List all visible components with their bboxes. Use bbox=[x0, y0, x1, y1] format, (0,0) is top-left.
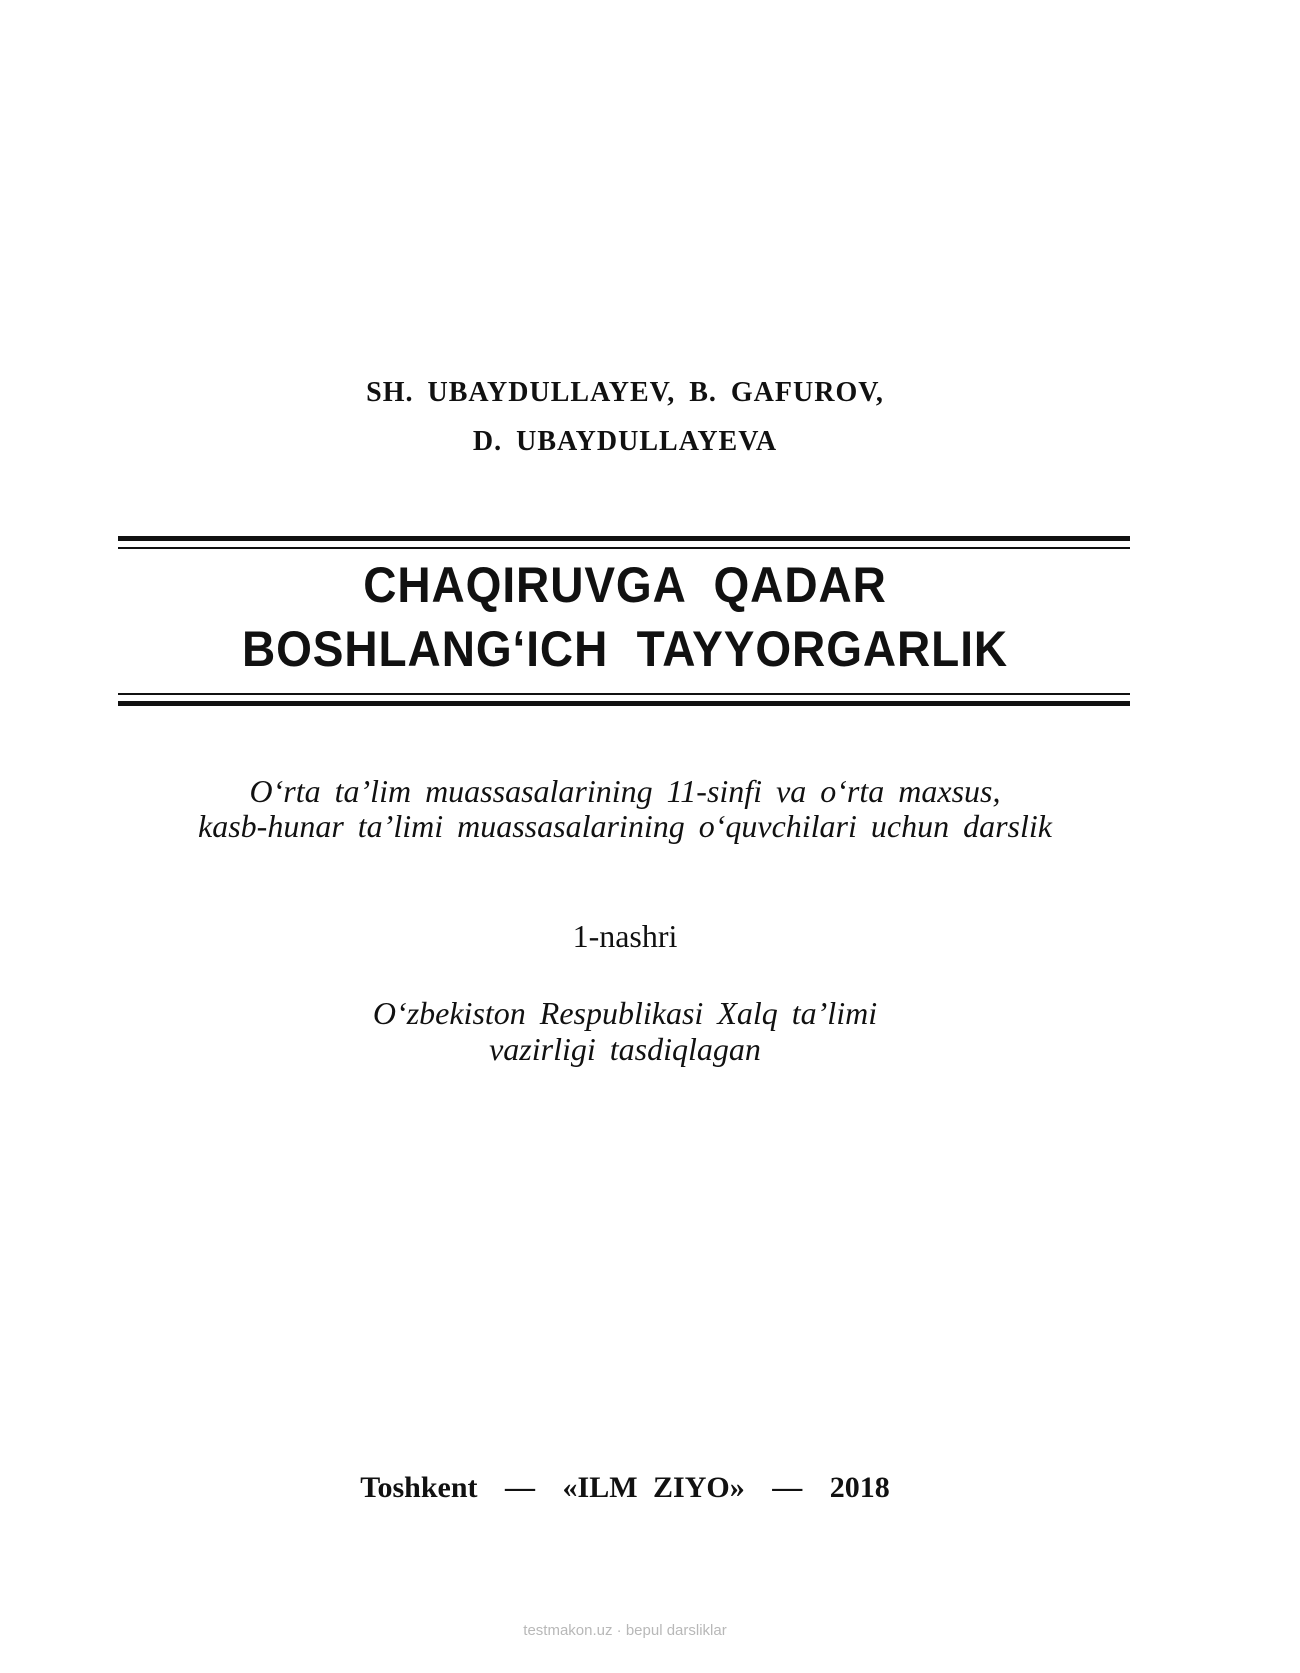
authors-line-2: D. UBAYDULLAYEVA bbox=[472, 426, 778, 457]
subtitle-line-2: kasb-hunar ta’limi muassasalarining o‘quvchilari uchun darslik bbox=[198, 808, 1052, 844]
watermark-text: testmakon.uz · bepul darsliklar bbox=[523, 1622, 727, 1639]
imprint-separator-1: — bbox=[505, 1471, 536, 1504]
imprint-city: Toshkent bbox=[360, 1471, 478, 1504]
edition-label: 1-nashri bbox=[572, 918, 678, 954]
title-top-double-rule bbox=[118, 536, 1130, 549]
authors-line-1: SH. UBAYDULLAYEV, B. GAFUROV, bbox=[366, 377, 884, 408]
book-title-line-1: CHAQIRUVGA QADAR bbox=[363, 557, 887, 613]
approval-line-2: vazirligi tasdiqlagan bbox=[489, 1031, 761, 1067]
imprint-separator-2: — bbox=[772, 1471, 803, 1504]
imprint-publisher: «ILM ZIYO» bbox=[562, 1471, 745, 1504]
imprint-line bbox=[0, 1471, 1250, 1505]
subtitle-line-1: O‘rta ta’lim muassasalarining 11-sinfi va o‘rta maxsus, bbox=[249, 773, 1001, 809]
imprint-year: 2018 bbox=[829, 1471, 890, 1504]
book-title-line-2: BOSHLANG‘ICH TAYYORGARLIK bbox=[241, 621, 1009, 677]
approval-line-1: O‘zbekiston Respublikasi Xalq ta’limi bbox=[372, 995, 878, 1031]
title-bottom-double-rule bbox=[118, 693, 1130, 706]
